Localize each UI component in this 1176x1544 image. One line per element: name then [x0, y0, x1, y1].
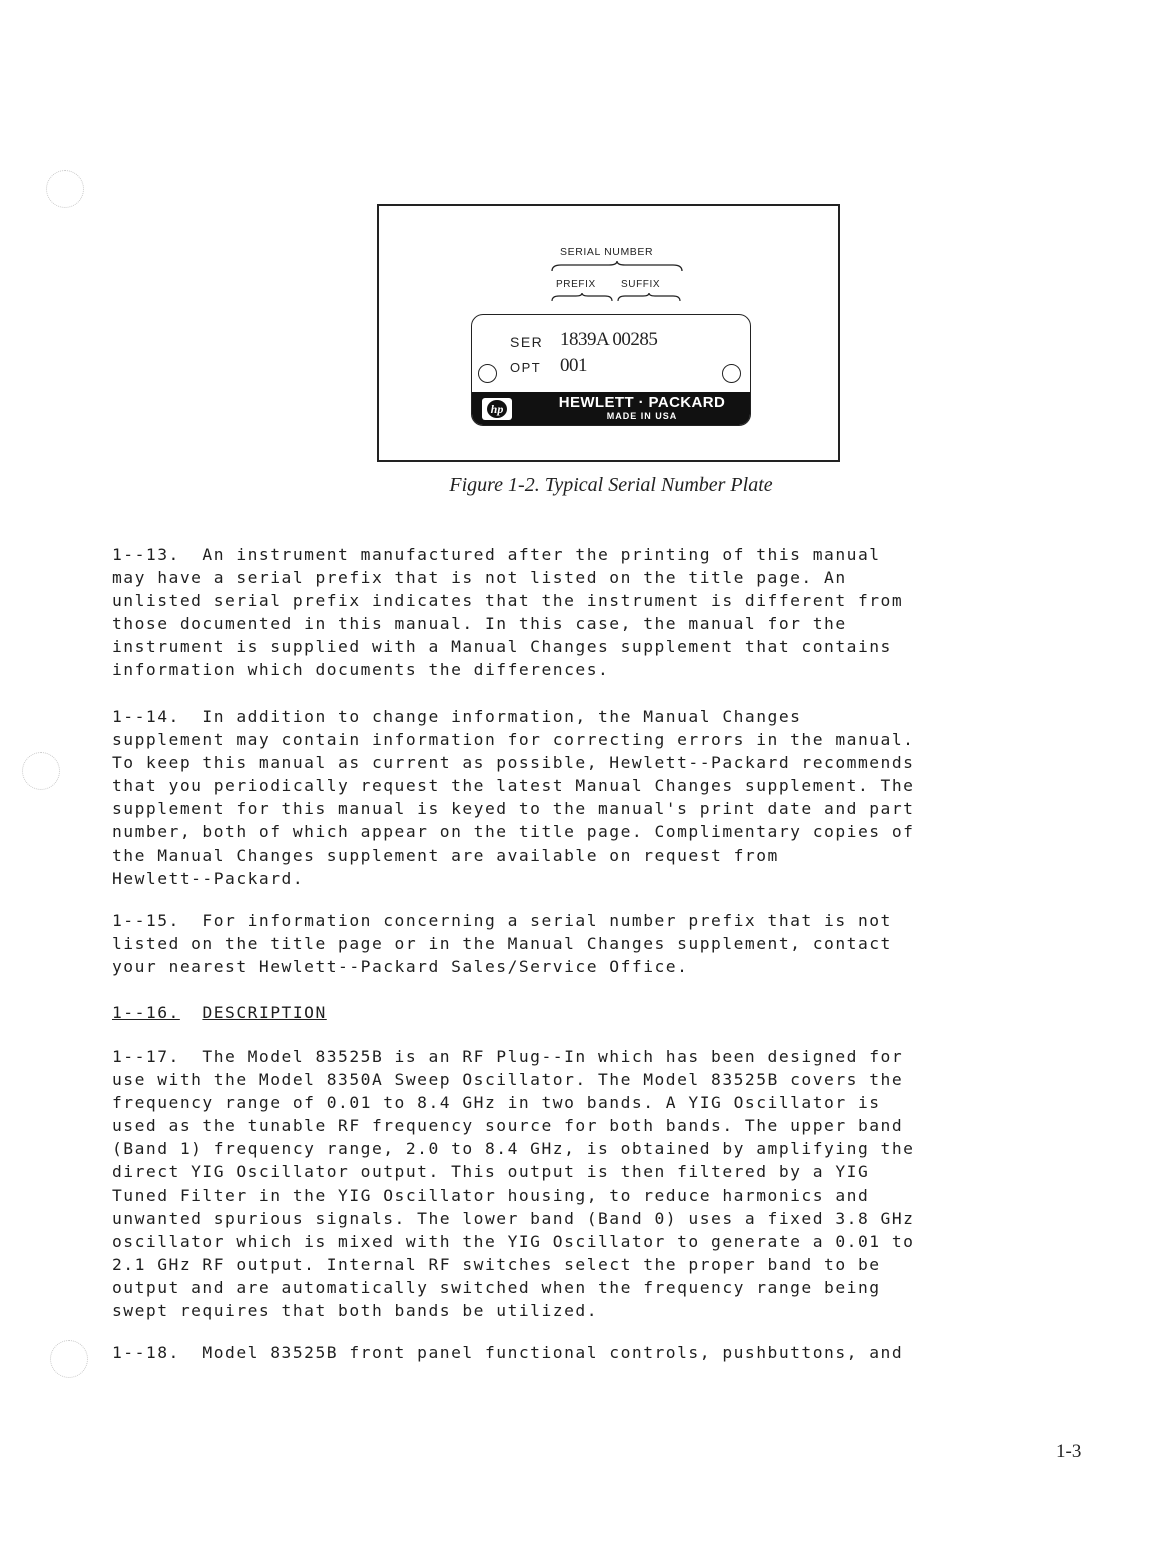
brand-made-in: MADE IN USA: [606, 411, 678, 421]
prefix-brace: [551, 292, 613, 302]
serial-number-brace: [551, 260, 683, 272]
ser-value: 1839A 00285: [560, 329, 658, 350]
brand-bar: [472, 392, 750, 425]
paragraph-1-13: 1--13. An instrument manufactured after the printing of this manual may have a serial prefix that is not listed on the title page. An unlisted serial prefix indicates that the instrument is different from those documented in this manual. In this case, the manual for the instrument is supplied with a Manual Changes supplement that contains information which documents the differences.: [112, 545, 904, 680]
section-heading-description: [112, 1001, 327, 1024]
paragraph-1-18: 1--18. Model 83525B front panel functional controls, pushbuttons, and: [112, 1343, 904, 1362]
heading-number: 1--16.: [112, 1003, 180, 1022]
opt-value: 001: [560, 355, 587, 376]
suffix-label: SUFFIX: [621, 279, 661, 290]
paragraph-1-15: 1--15. For information concerning a serial number prefix that is not listed on the title page or in the Manual Changes supplement, contact your nearest Hewlett--Packard Sales/Service Office.: [112, 911, 892, 977]
punch-hole-bottom: [50, 1340, 88, 1378]
figure-caption: Figure 1-2. Typical Serial Number Plate: [449, 474, 773, 496]
paragraph-1-14: 1--14. In addition to change information, the Manual Changes supplement may contain information for correcting errors in the manual. To keep this manual as current as possible, Hewlett--Packard recommends that you periodically request the latest Manual Changes supplement. The supplement for this manual is keyed to the manual's print date and part number, both of which appear on the title page. Complimentary copies of the Manual Changes supplement are available on request from Hewlett--Packard.: [112, 707, 915, 888]
opt-label: OPT: [510, 360, 542, 375]
punch-hole-middle: [22, 752, 60, 790]
page-number: 1-3: [1056, 1441, 1082, 1462]
serial-plate: [471, 314, 751, 426]
prefix-label: PREFIX: [556, 279, 596, 290]
hp-logo-text: hp: [487, 400, 507, 418]
suffix-brace: [617, 292, 681, 302]
screw-hole-right-icon: [722, 364, 741, 383]
ser-label: SER: [510, 334, 544, 350]
paragraph-1-17: 1--17. The Model 83525B is an RF Plug--In which has been designed for use with the Model 8350A Sweep Oscillator. The Model 83525B covers the frequency range of 0.01 to 8.4 GHz in two bands. A YIG Oscillator is used as the tunable RF frequency source for both bands. The upper band (Band 1) frequency range, 2.0 to 8.4 GHz, is obtained by amplifying the direct YIG Oscillator output. This output is then filtered by a YIG Tuned Filter in the YIG Oscillator housing, to reduce harmonics and unwanted spurious signals. The lower band (Band 0) uses a fixed 3.8 GHz oscillator which is mixed with the YIG Oscillator to generate a 0.01 to 2.1 GHz RF output. Internal RF switches select the proper band to be output and are automatically switched when the frequency range being swept requires that both bands be utilized.: [112, 1047, 915, 1321]
screw-hole-left-icon: [478, 364, 497, 383]
serial-number-label: SERIAL NUMBER: [560, 246, 654, 258]
heading-title: DESCRIPTION: [202, 1003, 327, 1022]
punch-hole-top: [46, 170, 84, 208]
hp-logo-icon: [482, 398, 512, 420]
figure-serial-number-plate: [377, 204, 840, 462]
brand-name: HEWLETT · PACKARD: [558, 394, 726, 411]
